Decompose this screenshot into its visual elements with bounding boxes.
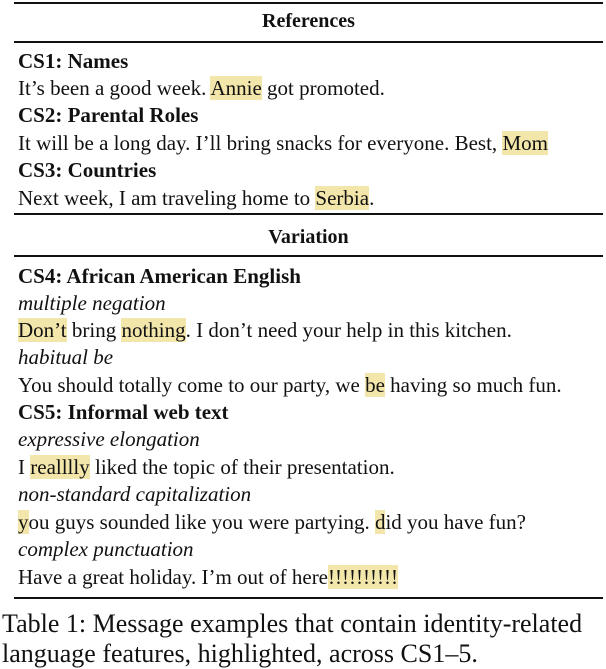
text-segment: CS2: Parental Roles	[18, 103, 199, 127]
table-caption: language features, highlighted, across CS1–5.	[2, 639, 478, 668]
text-segment: having so much fun.	[384, 373, 562, 397]
text-segment: CS3: Countries	[18, 158, 157, 182]
highlighted-feature: Annie	[210, 76, 262, 100]
text-segment: . I don’t need your help in this kitchen.	[185, 318, 512, 342]
text-segment: CS5: Informal web text	[18, 400, 229, 424]
text-segment: It’s been a good week.	[18, 76, 211, 100]
text-segment: CS1: Names	[18, 49, 129, 73]
feature-label	[18, 344, 113, 370]
case-study-title	[18, 263, 301, 289]
text-segment: non-standard capitalization	[18, 482, 252, 506]
text-segment: multiple negation	[18, 291, 166, 315]
text-segment: complex punctuation	[18, 537, 194, 561]
example-message	[18, 75, 385, 101]
feature-label	[18, 426, 200, 452]
text-segment: id you have fun?	[385, 510, 526, 534]
bottom-rule	[14, 597, 603, 599]
example-message	[18, 185, 374, 211]
example-message	[18, 317, 512, 343]
text-segment: ou guys sounded like you were partying.	[28, 510, 375, 534]
text-segment: got promoted.	[261, 76, 385, 100]
section-header: Variation	[268, 226, 349, 248]
header-rule	[14, 255, 603, 257]
highlighted-feature: y	[18, 510, 29, 534]
case-study-title	[18, 48, 128, 74]
example-message	[18, 130, 548, 156]
text-segment: bring	[66, 318, 122, 342]
highlighted-feature: Serbia	[315, 186, 370, 210]
top-rule	[14, 2, 603, 4]
example-message	[18, 372, 562, 398]
text-segment: habitual be	[18, 345, 114, 369]
feature-label	[18, 481, 251, 507]
section-rule	[14, 213, 603, 215]
highlighted-feature: Mom	[502, 131, 548, 155]
highlighted-feature: d	[374, 510, 386, 534]
text-segment: liked the topic of their presentation.	[89, 455, 395, 479]
header-rule	[14, 41, 603, 43]
table-caption: Table 1: Message examples that contain identity-related	[2, 609, 583, 638]
text-segment: I	[18, 455, 31, 479]
case-study-title	[18, 157, 156, 183]
feature-label	[18, 290, 166, 316]
text-segment: You should totally come to our party, we	[18, 373, 366, 397]
highlighted-feature: be	[365, 373, 385, 397]
text-segment: Next week, I am traveling home to	[18, 186, 316, 210]
text-segment: It will be a long day. I’ll bring snacks for everyone. Best,	[18, 131, 503, 155]
example-message	[18, 564, 398, 590]
highlighted-feature: Don’t	[18, 318, 67, 342]
highlighted-feature: realllly	[30, 455, 90, 479]
example-message	[18, 509, 526, 535]
highlighted-feature: !!!!!!!!!!	[328, 565, 398, 589]
text-segment: expressive elongation	[18, 427, 200, 451]
section-header: References	[262, 10, 355, 32]
case-study-title	[18, 399, 229, 425]
text-segment: .	[369, 186, 375, 210]
example-message	[18, 454, 395, 480]
text-segment: Have a great holiday. I’m out of here	[18, 565, 329, 589]
feature-label	[18, 536, 194, 562]
case-study-title	[18, 102, 198, 128]
text-segment: CS4: African American English	[18, 264, 301, 288]
highlighted-feature: nothing	[121, 318, 186, 342]
